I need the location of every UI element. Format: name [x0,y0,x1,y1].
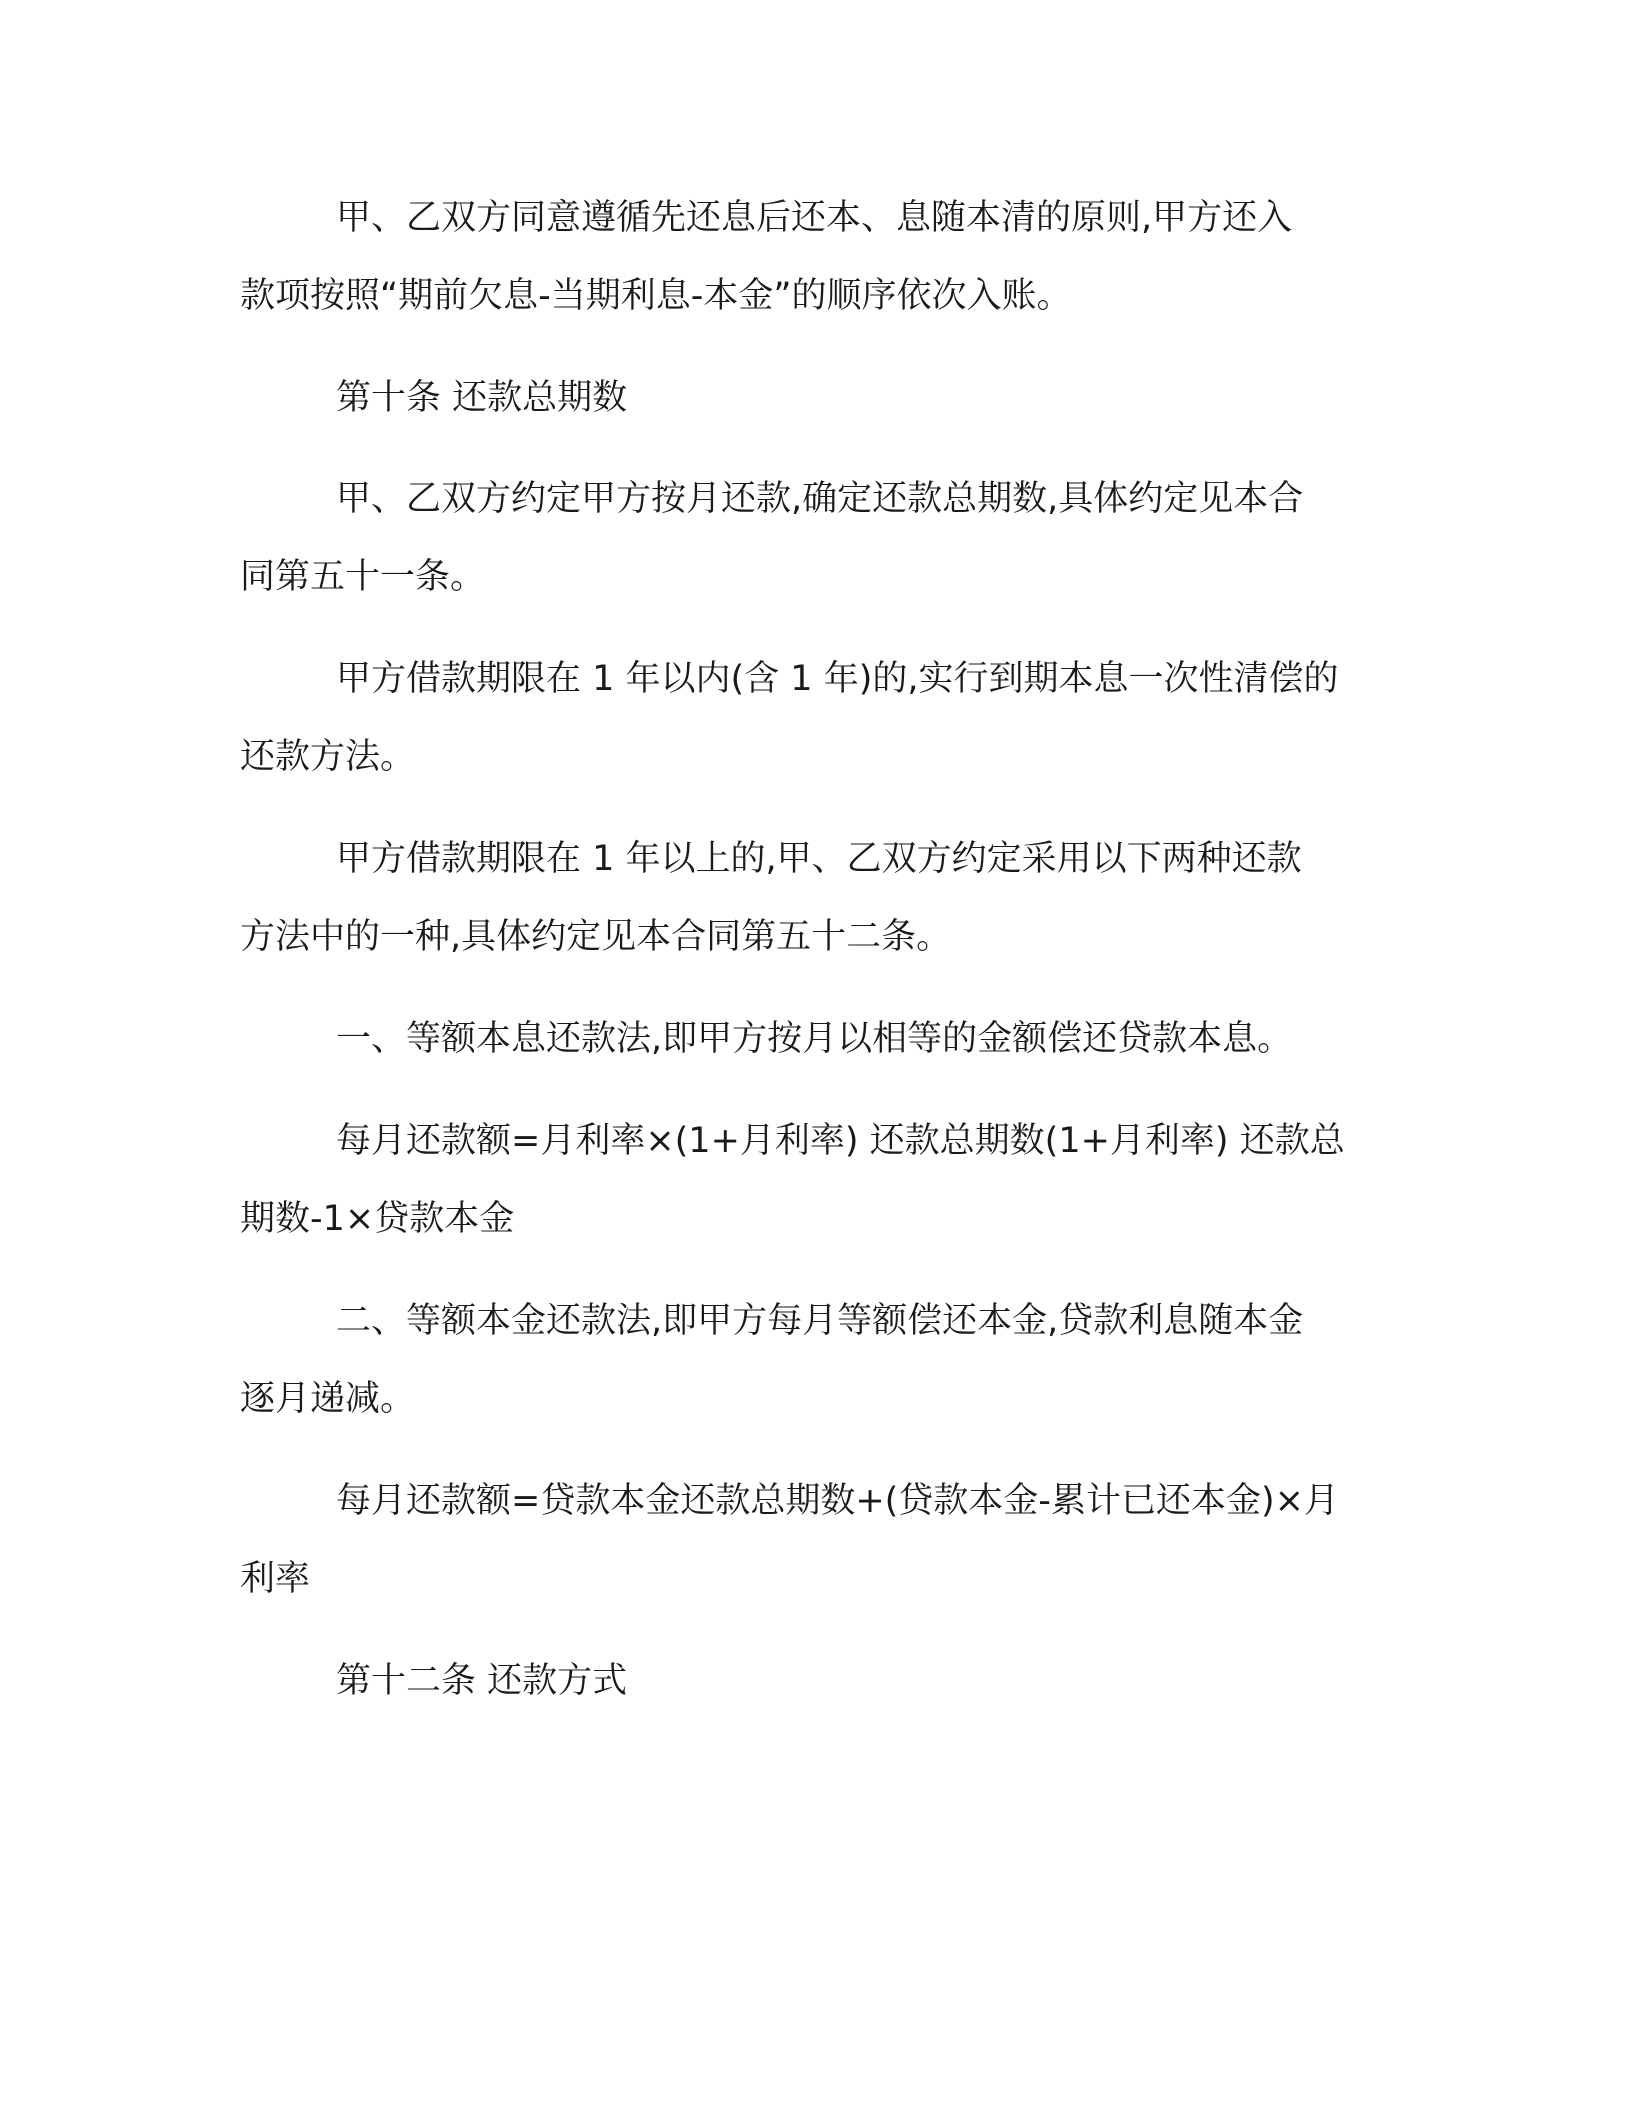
method-two-equal-principal-line-1: 二、等额本金还款法,即甲方每月等额偿还本金,贷款利息随本金 [336,1301,1304,1341]
article-12-heading: 第十二条 还款方式 [336,1661,628,1701]
method-one-equal-installment: 一、等额本息还款法,即甲方按月以相等的金额偿还贷款本息。 [336,1019,1293,1059]
paragraph-over-one-year-line-1: 甲方借款期限在 1 年以上的,甲、乙双方约定采用以下两种还款 [336,839,1302,879]
formula-one-line-2: 期数-1×贷款本金 [240,1199,515,1239]
paragraph-monthly-repayment-line-2: 同第五十一条。 [240,557,486,597]
paragraph-within-one-year-line-2: 还款方法。 [240,737,416,777]
paragraph-over-one-year-line-2: 方法中的一种,具体约定见本合同第五十二条。 [240,917,952,957]
paragraph-within-one-year-line-1: 甲方借款期限在 1 年以内(含 1 年)的,实行到期本息一次性清偿的 [336,659,1339,699]
article-10-heading: 第十条 还款总期数 [336,378,628,418]
formula-one-line-1: 每月还款额=月利率×(1+月利率) 还款总期数(1+月利率) 还款总 [336,1121,1345,1161]
method-two-equal-principal-line-2: 逐月递减。 [240,1379,416,1419]
paragraph-principle-line-2: 款项按照“期前欠息-当期利息-本金”的顺序依次入账。 [240,276,1072,316]
paragraph-monthly-repayment-line-1: 甲、乙双方约定甲方按月还款,确定还款总期数,具体约定见本合 [336,479,1304,519]
paragraph-principle-line-1: 甲、乙双方同意遵循先还息后还本、息随本清的原则,甲方还入 [336,198,1293,238]
formula-two-line-1: 每月还款额=贷款本金还款总期数+(贷款本金-累计已还本金)×月 [336,1481,1339,1521]
formula-two-line-2: 利率 [240,1559,311,1599]
